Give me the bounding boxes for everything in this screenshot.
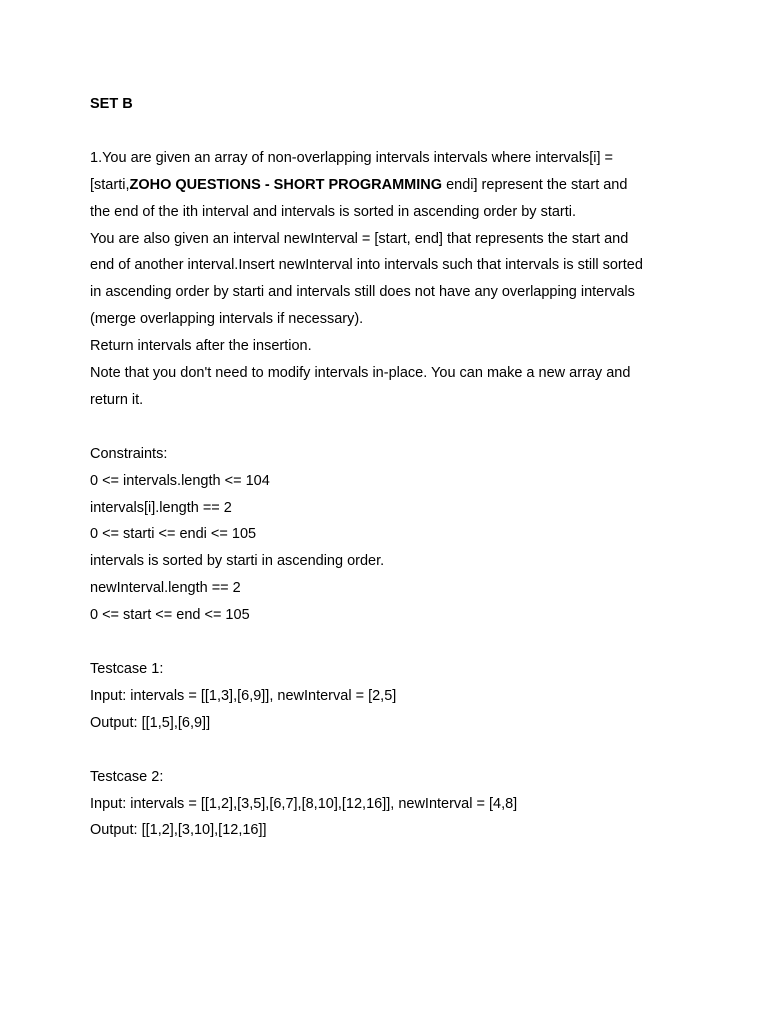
- question-line-3: the end of the ith interval and intervals is sorted in ascending order by starti.: [90, 203, 577, 220]
- constraint-item: intervals[i].length == 2: [90, 499, 232, 516]
- testcase-2: [90, 764, 730, 845]
- constraint-item: intervals is sorted by starti in ascending order.: [90, 553, 385, 570]
- testcase-output: Output: [[1,2],[3,10],[12,16]]: [90, 822, 267, 839]
- constraints-section: [90, 441, 730, 629]
- testcase-input: Input: intervals = [[1,3],[6,9]], newInterval = [2,5]: [90, 687, 397, 704]
- testcase-output: Output: [[1,5],[6,9]]: [90, 714, 211, 731]
- constraint-item: 0 <= starti <= endi <= 105: [90, 526, 257, 543]
- constraints-title: Constraints:: [90, 445, 168, 462]
- question-line-1: 1.You are given an array of non-overlapping intervals intervals where intervals[i] =: [90, 149, 613, 166]
- spacer: [90, 118, 730, 145]
- testcase-1: [90, 656, 730, 737]
- question-line-2-post: endi] represent the start and: [442, 176, 628, 193]
- constraint-item: 0 <= intervals.length <= 104: [90, 472, 270, 489]
- question-line-4: You are also given an interval newInterval = [start, end] that represents the start and: [90, 230, 629, 247]
- question-text: [90, 145, 730, 414]
- constraint-item: newInterval.length == 2: [90, 580, 241, 597]
- spacer: [90, 737, 730, 764]
- question-line-2-pre: [starti,: [90, 176, 130, 193]
- question-line-9: Note that you don't need to modify intervals in-place. You can make a new array and: [90, 365, 631, 382]
- question-line-7: (merge overlapping intervals if necessary).: [90, 311, 364, 328]
- testcase-input: Input: intervals = [[1,2],[3,5],[6,7],[8,10],[12,16]], newInterval = [4,8]: [90, 795, 518, 812]
- testcase-title: Testcase 2:: [90, 768, 164, 785]
- question-line-6: in ascending order by starti and intervals still does not have any overlapping intervals: [90, 284, 635, 301]
- spacer: [90, 629, 730, 656]
- set-heading: SET B: [90, 96, 133, 112]
- question-line-5: end of another interval.Insert newInterval into intervals such that intervals is still sorted: [90, 257, 643, 274]
- header-overlay-title: ZOHO QUESTIONS - SHORT PROGRAMMING: [129, 176, 443, 193]
- question-line-8: Return intervals after the insertion.: [90, 338, 312, 355]
- document-page: [90, 91, 730, 844]
- spacer: [90, 414, 730, 441]
- testcase-title: Testcase 1:: [90, 660, 164, 677]
- constraint-item: 0 <= start <= end <= 105: [90, 607, 250, 624]
- question-line-10: return it.: [90, 391, 144, 408]
- question-line-2: [90, 172, 730, 199]
